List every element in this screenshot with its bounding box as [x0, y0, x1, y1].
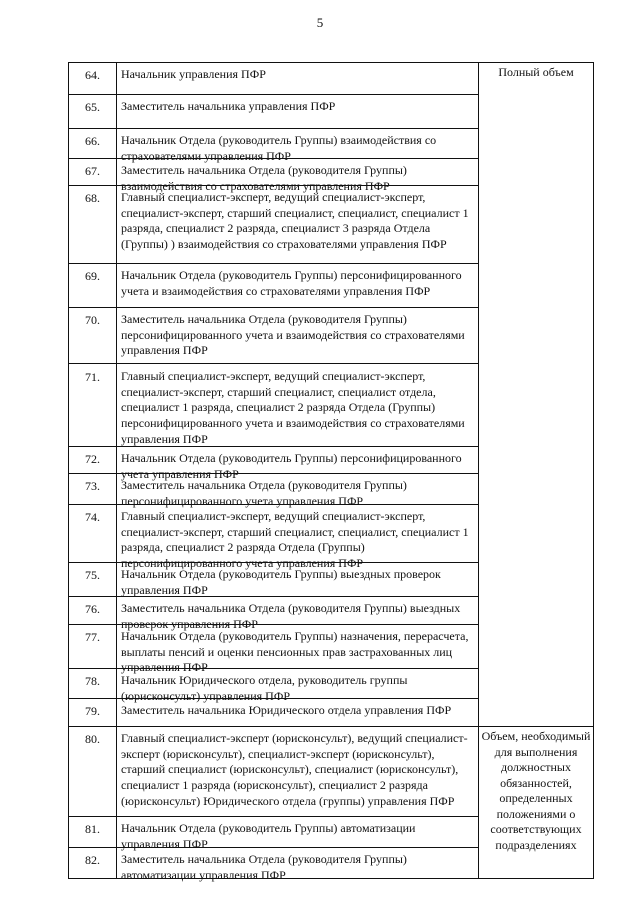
table-row: [68, 847, 478, 882]
row-position-text: Начальник управления ПФР: [121, 67, 266, 81]
row-number: 69.: [69, 264, 117, 307]
row-number: 64.: [69, 63, 117, 94]
table-row: [68, 668, 478, 703]
row-number: 82.: [69, 848, 117, 878]
row-position-text: Заместитель начальника Отдела (руководителя Группы) выездных проверок управления ПФР: [121, 601, 461, 631]
row-position-text: Главный специалист-эксперт, ведущий специалист-эксперт, специалист-эксперт, старший специалист, специалист, специалист 1 разряда, специалист 2 разряда Отдела (Группы) персонифицированного учета управления ПФР: [121, 509, 469, 571]
row-position-text: Заместитель начальника Отдела (руководителя Группы) взаимодействия со страхователями управления ПФР: [121, 163, 407, 193]
positions-table: [68, 62, 594, 882]
row-number: 67.: [69, 159, 117, 185]
table-row: [68, 128, 478, 163]
table-bottom-border: [68, 878, 594, 879]
table-row: [68, 816, 478, 851]
row-position-text: Заместитель начальника Отдела (руководителя Группы) персонифицированного учета и взаимодействия со страхователями управления ПФР: [121, 312, 465, 358]
table-row: [68, 624, 478, 675]
table-row: [68, 562, 478, 596]
row-number: 73.: [69, 474, 117, 504]
required-volume-text: Объем, необходимый для выполнения должностных обязанностей, определенных положениями о соответствующих подразделениях: [481, 729, 591, 852]
row-position-text: Начальник Отдела (руководитель Группы) выездных проверок управления ПФР: [121, 567, 441, 597]
row-number: 74.: [69, 505, 117, 562]
page-number: 5: [316, 15, 324, 30]
row-number: 68.: [69, 186, 117, 263]
full-volume-text: Полный объем: [498, 65, 574, 79]
row-position-text: Начальник Юридического отдела, руководитель группы (юрисконсульт) управления ПФР: [121, 673, 408, 703]
row-number: 77.: [69, 625, 117, 668]
row-number: 76.: [69, 597, 117, 624]
row-position-text: Главный специалист-эксперт (юрисконсульт), ведущий специалист-эксперт (юрисконсульт), специалист-эксперт (юрисконсульт), старший специалист (юрисконсульт), специалист (юрисконсульт), специалист 1 разряда (юрисконсульт), специалист 2 разряда (юрисконсульт) Юридического отдела (группы) управления ПФР: [121, 731, 468, 808]
row-position-text: Начальник Отдела (руководитель Группы) назначения, перерасчета, выплаты пенсий и оценки пенсионных прав застрахованных лиц управления ПФР: [121, 629, 469, 675]
row-position-text: Начальник Отдела (руководитель Группы) взаимодействия со страхователями управления ПФР: [121, 133, 437, 163]
row-position-text: Главный специалист-эксперт, ведущий специалист-эксперт, специалист-эксперт, старший специалист, специалист, специалист 1 разряда, специалист 2 разряда, специалист 3 разряда Отдела (Группы) ) взаимодействия со страхователями управления ПФР: [121, 190, 469, 252]
row-number: 75.: [69, 563, 117, 596]
row-position-text: Заместитель начальника Юридического отдела управления ПФР: [121, 703, 452, 717]
row-number: 81.: [69, 817, 117, 847]
table-row: [68, 363, 478, 446]
table-row: [68, 94, 478, 128]
table-row: [68, 726, 478, 816]
row-number: 80.: [69, 727, 117, 816]
row-number: 78.: [69, 669, 117, 698]
table-row: [68, 446, 478, 481]
table-row: [68, 158, 478, 193]
row-position-text: Главный специалист-эксперт, ведущий специалист-эксперт, специалист-эксперт, старший специалист, специалист отдела, специалист 1 разряда, специалист 2 разряда Отдела (Группы) персонифицированного учета и взаимодействия со страхователями управления ПФР: [121, 369, 465, 446]
table-row: [68, 62, 478, 94]
row-number: 72.: [69, 447, 117, 473]
table-row: [68, 307, 478, 363]
row-position-text: Заместитель начальника Отдела (руководителя Группы) автоматизации управления ПФР: [121, 852, 407, 882]
row-number: 66.: [69, 129, 117, 158]
table-row: [68, 185, 478, 263]
full-volume-cell: [478, 62, 594, 726]
required-volume-cell: [478, 726, 594, 878]
row-number: 79.: [69, 699, 117, 726]
table-row: [68, 596, 478, 631]
row-number: 70.: [69, 308, 117, 363]
row-position-text: Начальник Отдела (руководитель Группы) персонифицированного учета и взаимодействия со страхователями управления ПФР: [121, 268, 462, 298]
row-position-text: Заместитель начальника управления ПФР: [121, 99, 336, 113]
table-row: [68, 473, 478, 508]
row-number: 65.: [69, 95, 117, 128]
table-row: [68, 504, 478, 571]
table-row: [68, 698, 478, 726]
row-position-text: Заместитель начальника Отдела (руководителя Группы) персонифицированного учета управления ПФР: [121, 478, 407, 508]
table-row: [68, 263, 478, 307]
row-position-text: Начальник Отдела (руководитель Группы) персонифицированного учета управления ПФР: [121, 451, 462, 481]
row-number: 71.: [69, 364, 117, 446]
row-position-text: Начальник Отдела (руководитель Группы) автоматизации управления ПФР: [121, 821, 416, 851]
